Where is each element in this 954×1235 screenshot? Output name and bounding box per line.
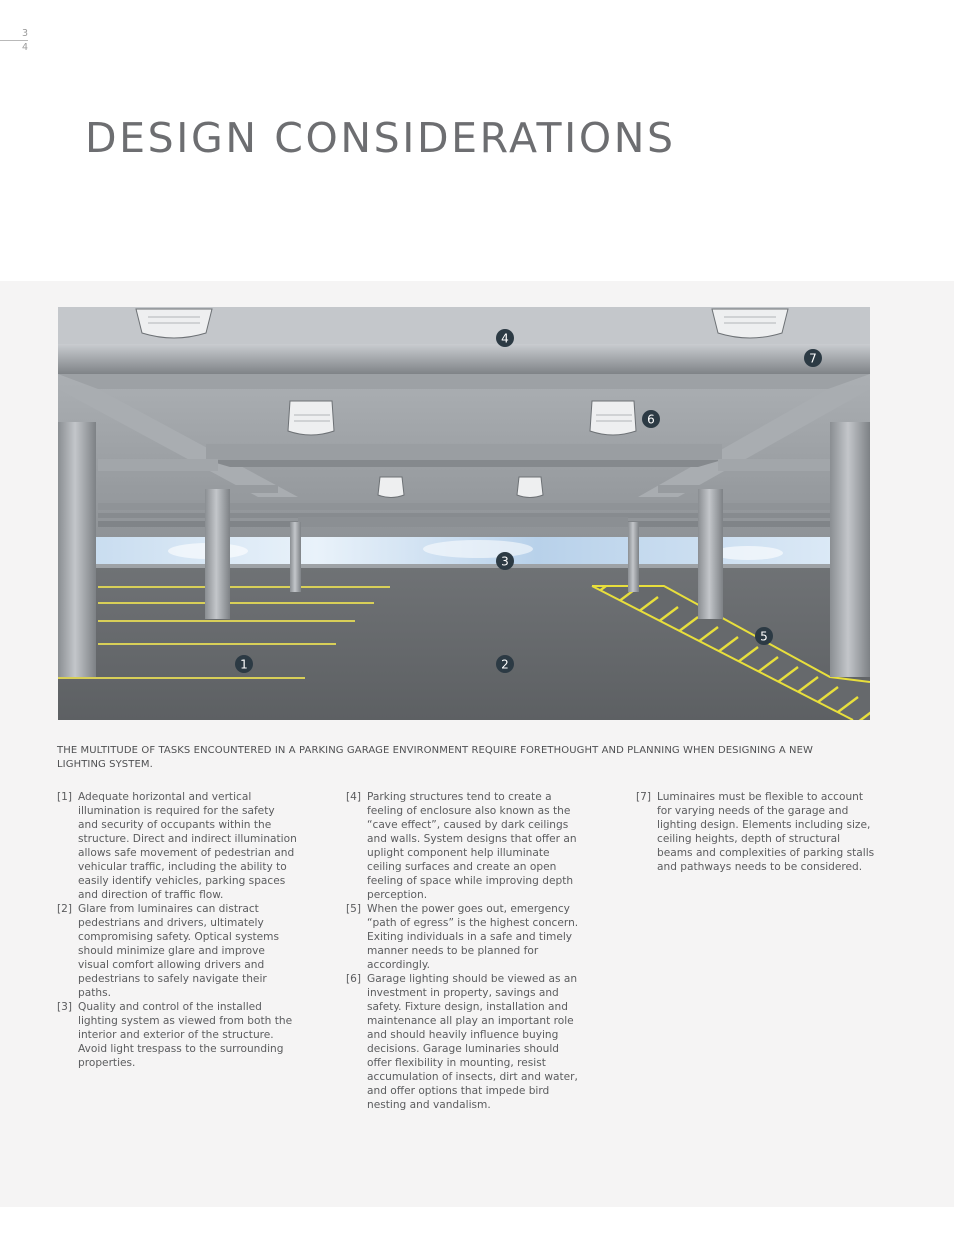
- list-item: [57, 1000, 297, 1070]
- column-2: [346, 790, 586, 1112]
- callout-5: [755, 627, 773, 645]
- list-item: [57, 902, 297, 1000]
- svg-text:4: 4: [501, 331, 509, 346]
- item-number: [6]: [346, 973, 362, 985]
- item-number: [1]: [57, 791, 73, 803]
- callout-1: [235, 655, 253, 673]
- callout-3: [496, 552, 514, 570]
- list-item: [346, 790, 586, 902]
- column-3: [636, 790, 876, 874]
- item-number: [4]: [346, 791, 362, 803]
- list-item: [636, 790, 876, 874]
- item-text: Glare from luminaires can distract pedestrians and drivers, ultimately compromising safety. Optical systems should minimize glare and improve visual comfort allowing drivers and pedestrians to safely navigate their paths.: [78, 903, 279, 999]
- svg-text:1: 1: [240, 657, 248, 672]
- item-text: Luminaires must be flexible to account for varying needs of the garage and lighting design. Elements including size, ceiling heights, depth of structural beams and complexities of parking stalls and pathways needs to be considered.: [657, 791, 875, 873]
- item-text: Adequate horizontal and vertical illumination is required for the safety and security of occupants within the structure. Direct and indirect illumination allows safe movement of pedestrian and vehicular traffic, including the ability to easily identify vehicles, parking spaces and direction of traffic flow.: [78, 791, 297, 901]
- item-number: [3]: [57, 1001, 73, 1013]
- svg-text:2: 2: [501, 657, 509, 672]
- callout-2: [496, 655, 514, 673]
- item-text: Parking structures tend to create a feeling of enclosure also known as the “cave effect”, caused by dark ceilings and walls. System designs that offer an uplight component help illuminate ceiling surfaces and create an open feeling of space while improving depth perception.: [367, 791, 577, 901]
- page-numbers: [0, 27, 28, 54]
- item-text: Quality and control of the installed lighting system as viewed from both the interior and exterior of the structure. Avoid light trespass to the surrounding properties.: [78, 1001, 293, 1069]
- item-number: [5]: [346, 903, 362, 915]
- item-text: Garage lighting should be viewed as an investment in property, savings and safety. Fixture design, installation and maintenance all play an important role and should heavily influence buying decisions. Garage luminaries should offer flexibility in mounting, resist accumulation of insects, dirt and water, and offer options that impede bird nesting and vandalism.: [367, 973, 578, 1111]
- svg-text:5: 5: [760, 629, 768, 644]
- callout-7: [804, 349, 822, 367]
- svg-text:6: 6: [647, 412, 655, 427]
- intro-text: THE MULTITUDE OF TASKS ENCOUNTERED IN A PARKING GARAGE ENVIRONMENT REQUIRE FORETHOUGHT AND PLANNING WHEN DESIGNING A NEW LIGHTING SYSTEM.: [57, 745, 814, 770]
- callout-4: [496, 329, 514, 347]
- list-item: [346, 972, 586, 1112]
- list-item: [57, 790, 297, 902]
- svg-text:7: 7: [809, 351, 817, 366]
- callout-6: [642, 410, 660, 428]
- list-item: [346, 902, 586, 972]
- item-number: [7]: [636, 791, 652, 803]
- page-title: DESIGN CONSIDERATIONS: [85, 114, 676, 162]
- page-number-bottom: 4: [21, 42, 28, 53]
- column-1: [57, 790, 297, 1070]
- svg-text:3: 3: [501, 554, 509, 569]
- parking-garage-illustration: [58, 307, 870, 720]
- item-text: When the power goes out, emergency “path of egress” is the highest concern. Exiting individuals in a safe and timely manner needs to be planned for accordingly.: [367, 903, 579, 971]
- item-number: [2]: [57, 903, 73, 915]
- page-number-top: 3: [0, 27, 28, 41]
